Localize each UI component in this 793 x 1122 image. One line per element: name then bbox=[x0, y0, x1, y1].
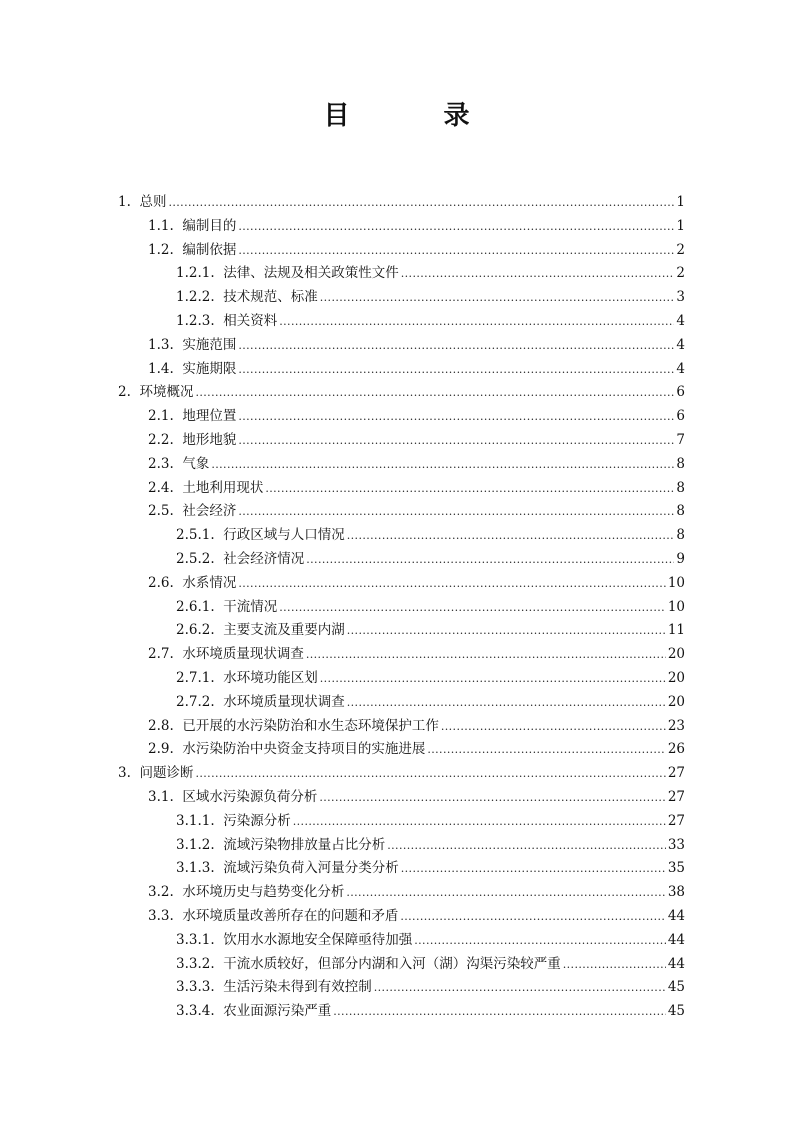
toc-entry[interactable] bbox=[176, 618, 685, 642]
toc-entry[interactable] bbox=[148, 499, 685, 523]
toc-entry[interactable] bbox=[118, 761, 685, 785]
dot-leader bbox=[293, 810, 666, 834]
toc-entry[interactable] bbox=[148, 642, 685, 666]
dot-leader bbox=[238, 429, 674, 453]
toc-entry-title: 水环境质量现状调查 bbox=[182, 646, 304, 662]
dot-leader bbox=[195, 381, 674, 405]
page-title: 目 录 bbox=[323, 101, 504, 131]
dot-leader bbox=[168, 191, 674, 215]
toc-entry-title: 农业面源污染严重 bbox=[223, 1003, 332, 1019]
dot-leader bbox=[347, 691, 666, 715]
toc-entry[interactable] bbox=[176, 595, 685, 619]
toc-entry-number: 3.1.1. bbox=[176, 813, 215, 829]
toc-entry[interactable] bbox=[176, 809, 685, 833]
toc-entry[interactable] bbox=[148, 238, 685, 262]
toc-entry-page-number: 45 bbox=[667, 1003, 685, 1019]
toc-entry[interactable] bbox=[176, 928, 685, 952]
toc-entry-page-number: 8 bbox=[676, 456, 685, 472]
toc-entry-title: 实施期限 bbox=[182, 361, 237, 377]
toc-entry[interactable] bbox=[148, 333, 685, 357]
toc-entry-page-number: 8 bbox=[676, 480, 685, 496]
toc-entry-page-number: 7 bbox=[676, 432, 685, 448]
toc-entry[interactable] bbox=[148, 737, 685, 761]
toc-entry-number: 2.9. bbox=[148, 741, 174, 757]
toc-entry-title: 流域污染负荷入河量分类分析 bbox=[223, 860, 399, 876]
toc-entry-number: 3.3. bbox=[148, 908, 174, 924]
toc-entry-title: 水环境质量现状调查 bbox=[223, 694, 345, 710]
toc-entry-title: 污染源分析 bbox=[223, 813, 291, 829]
dot-leader bbox=[320, 286, 675, 310]
dot-leader bbox=[319, 786, 665, 810]
toc-entry-number: 2. bbox=[118, 384, 131, 400]
toc-entry[interactable] bbox=[176, 261, 685, 285]
dot-leader bbox=[347, 524, 675, 548]
dot-leader bbox=[333, 1000, 666, 1024]
toc-entry-title: 社会经济情况 bbox=[223, 551, 305, 567]
toc-entry[interactable] bbox=[148, 357, 685, 381]
toc-entry-page-number: 33 bbox=[667, 837, 685, 853]
toc-entry-page-number: 9 bbox=[676, 551, 685, 567]
toc-entry[interactable] bbox=[176, 856, 685, 880]
toc-entry-title: 流域污染物排放量占比分析 bbox=[223, 837, 386, 853]
toc-entry-title: 实施范围 bbox=[182, 337, 237, 353]
toc-entry-number: 3. bbox=[118, 765, 131, 781]
dot-leader bbox=[238, 572, 665, 596]
toc-entry[interactable] bbox=[148, 476, 685, 500]
toc-entry[interactable] bbox=[148, 571, 685, 595]
toc-entry-number: 3.3.3. bbox=[176, 979, 215, 995]
toc-entry-page-number: 10 bbox=[667, 599, 685, 615]
toc-entry-title: 总则 bbox=[139, 194, 167, 210]
toc-entry-title: 干流水质较好，但部分内湖和入河（湖）沟渠污染较严重 bbox=[223, 956, 561, 972]
toc-entry-title: 水污染防治中央资金支持项目的实施进展 bbox=[182, 741, 426, 757]
toc-entry-number: 3.3.1. bbox=[176, 932, 215, 948]
dot-leader bbox=[387, 834, 666, 858]
toc-entry-title: 问题诊断 bbox=[139, 765, 194, 781]
toc-entry[interactable] bbox=[176, 690, 685, 714]
toc-entry-page-number: 26 bbox=[667, 741, 685, 757]
toc-entry[interactable] bbox=[148, 404, 685, 428]
dot-leader bbox=[279, 310, 674, 334]
toc-entry-number: 1.2. bbox=[148, 242, 174, 258]
toc-entry[interactable] bbox=[176, 952, 685, 976]
toc-entry-page-number: 10 bbox=[667, 575, 685, 591]
toc-entry-title: 环境概况 bbox=[139, 384, 194, 400]
toc-entry-page-number: 2 bbox=[676, 265, 685, 281]
toc-entry-number: 2.5. bbox=[148, 503, 174, 519]
toc-entry-number: 1.2.3. bbox=[176, 313, 215, 329]
toc-entry-title: 法律、法规及相关政策性文件 bbox=[223, 265, 399, 281]
toc-entry-page-number: 38 bbox=[667, 884, 685, 900]
toc-entry[interactable] bbox=[176, 833, 685, 857]
toc-entry[interactable] bbox=[148, 714, 685, 738]
dot-leader bbox=[320, 667, 666, 691]
toc-entry-number: 3.1. bbox=[148, 789, 174, 805]
toc-entry[interactable] bbox=[118, 190, 685, 214]
toc-entry-page-number: 20 bbox=[667, 646, 685, 662]
toc-entry-title: 地理位置 bbox=[182, 408, 237, 424]
toc-entry[interactable] bbox=[176, 547, 685, 571]
toc-entry[interactable] bbox=[176, 666, 685, 690]
toc-entry-page-number: 44 bbox=[667, 908, 685, 924]
toc-entry-page-number: 20 bbox=[667, 670, 685, 686]
toc-entry-page-number: 44 bbox=[667, 932, 685, 948]
toc-entry-page-number: 4 bbox=[676, 337, 685, 353]
toc-entry[interactable] bbox=[148, 214, 685, 238]
toc-entry-page-number: 6 bbox=[676, 384, 685, 400]
toc-entry-page-number: 1 bbox=[676, 194, 685, 210]
dot-leader bbox=[401, 262, 675, 286]
toc-entry-page-number: 11 bbox=[667, 622, 685, 638]
dot-leader bbox=[414, 929, 666, 953]
toc-entry-number: 3.3.4. bbox=[176, 1003, 215, 1019]
dot-leader bbox=[238, 405, 674, 429]
toc-entry[interactable] bbox=[148, 785, 685, 809]
dot-leader bbox=[441, 715, 666, 739]
toc-entry-title: 水环境功能区划 bbox=[223, 670, 318, 686]
toc-entry-page-number: 44 bbox=[667, 956, 685, 972]
dot-leader bbox=[401, 857, 666, 881]
toc-entry-number: 3.1.2. bbox=[176, 837, 215, 853]
toc-entry-title: 已开展的水污染防治和水生态环境保护工作 bbox=[182, 718, 439, 734]
toc-entry-title: 社会经济 bbox=[182, 503, 237, 519]
toc-entry-title: 相关资料 bbox=[223, 313, 278, 329]
dot-leader bbox=[265, 477, 674, 501]
dot-leader bbox=[211, 453, 674, 477]
toc-entry-title: 饮用水水源地安全保障亟待加强 bbox=[223, 932, 413, 948]
toc-entry[interactable] bbox=[118, 380, 685, 404]
toc-entry-number: 2.8. bbox=[148, 718, 174, 734]
toc-entry[interactable] bbox=[148, 880, 685, 904]
toc-entry-number: 1. bbox=[118, 194, 131, 210]
dot-leader bbox=[238, 500, 674, 524]
toc-entry-number: 1.3. bbox=[148, 337, 174, 353]
toc-entry-title: 区域水污染源负荷分析 bbox=[182, 789, 318, 805]
toc-entry-number: 2.7.1. bbox=[176, 670, 215, 686]
dot-leader bbox=[346, 881, 665, 905]
toc-entry-page-number: 27 bbox=[667, 765, 685, 781]
toc-entry[interactable] bbox=[176, 285, 685, 309]
toc-entry-title: 水环境历史与趋势变化分析 bbox=[182, 884, 345, 900]
dot-leader bbox=[400, 905, 665, 929]
toc-entry-page-number: 8 bbox=[676, 527, 685, 543]
dot-leader bbox=[563, 953, 666, 977]
toc-entry-number: 3.3.2. bbox=[176, 956, 215, 972]
toc-entry-number: 2.1. bbox=[148, 408, 174, 424]
toc-entry-title: 生活污染未得到有效控制 bbox=[223, 979, 372, 995]
toc-entry-page-number: 1 bbox=[676, 218, 685, 234]
toc-entry-title: 编制目的 bbox=[182, 218, 237, 234]
toc-entry-page-number: 3 bbox=[676, 289, 685, 305]
toc-entry-title: 主要支流及重要内湖 bbox=[223, 622, 345, 638]
toc-entry[interactable] bbox=[176, 523, 685, 547]
toc-entry-number: 2.7. bbox=[148, 646, 174, 662]
toc-entry-page-number: 4 bbox=[676, 313, 685, 329]
dot-leader bbox=[238, 358, 674, 382]
toc-entry-title: 编制依据 bbox=[182, 242, 237, 258]
toc-entry-title: 土地利用现状 bbox=[182, 480, 264, 496]
toc-entry-page-number: 2 bbox=[676, 242, 685, 258]
toc-entry[interactable] bbox=[148, 452, 685, 476]
toc-entry-title: 水系情况 bbox=[182, 575, 237, 591]
toc-entry[interactable] bbox=[148, 428, 685, 452]
toc-entry-title: 地形地貌 bbox=[182, 432, 237, 448]
toc-entry-page-number: 6 bbox=[676, 408, 685, 424]
dot-leader bbox=[306, 643, 666, 667]
toc-entry-page-number: 27 bbox=[667, 813, 685, 829]
toc-entry-page-number: 27 bbox=[667, 789, 685, 805]
dot-leader bbox=[238, 239, 674, 263]
dot-leader bbox=[279, 596, 666, 620]
toc-entry-number: 2.5.2. bbox=[176, 551, 215, 567]
toc-entry-number: 1.2.1. bbox=[176, 265, 215, 281]
toc-entry-number: 1.1. bbox=[148, 218, 174, 234]
dot-leader bbox=[306, 548, 674, 572]
toc-entry-title: 气象 bbox=[182, 456, 210, 472]
toc-entry-number: 2.6.1. bbox=[176, 599, 215, 615]
toc-entry-number: 2.6. bbox=[148, 575, 174, 591]
toc-entry-number: 1.2.2. bbox=[176, 289, 215, 305]
toc-entry-page-number: 20 bbox=[667, 694, 685, 710]
toc-entry[interactable] bbox=[148, 904, 685, 928]
toc-entry[interactable] bbox=[176, 309, 685, 333]
toc-entry-page-number: 23 bbox=[667, 718, 685, 734]
toc-entry-title: 干流情况 bbox=[223, 599, 278, 615]
toc-entry-number: 3.1.3. bbox=[176, 860, 215, 876]
toc-entry-number: 3.2. bbox=[148, 884, 174, 900]
toc-entry-number: 1.4. bbox=[148, 361, 174, 377]
toc-entry-page-number: 8 bbox=[676, 503, 685, 519]
dot-leader bbox=[238, 215, 674, 239]
toc-entry-page-number: 45 bbox=[667, 979, 685, 995]
toc-entry-number: 2.3. bbox=[148, 456, 174, 472]
toc-entry-number: 2.5.1. bbox=[176, 527, 215, 543]
toc-entry-number: 2.2. bbox=[148, 432, 174, 448]
toc-entry-title: 技术规范、标准 bbox=[223, 289, 318, 305]
toc-entry-title: 水环境质量改善所存在的问题和矛盾 bbox=[182, 908, 399, 924]
toc-entry-number: 2.4. bbox=[148, 480, 174, 496]
toc-entry[interactable] bbox=[176, 975, 685, 999]
dot-leader bbox=[195, 762, 665, 786]
toc-entry-page-number: 4 bbox=[676, 361, 685, 377]
toc-entry-title: 行政区域与人口情况 bbox=[223, 527, 345, 543]
toc-entry-number: 2.7.2. bbox=[176, 694, 215, 710]
toc-entry-number: 2.6.2. bbox=[176, 622, 215, 638]
toc-entry[interactable] bbox=[176, 999, 685, 1023]
dot-leader bbox=[347, 619, 666, 643]
dot-leader bbox=[374, 976, 666, 1000]
toc-entry-page-number: 35 bbox=[667, 860, 685, 876]
dot-leader bbox=[238, 334, 674, 358]
dot-leader bbox=[427, 738, 665, 762]
